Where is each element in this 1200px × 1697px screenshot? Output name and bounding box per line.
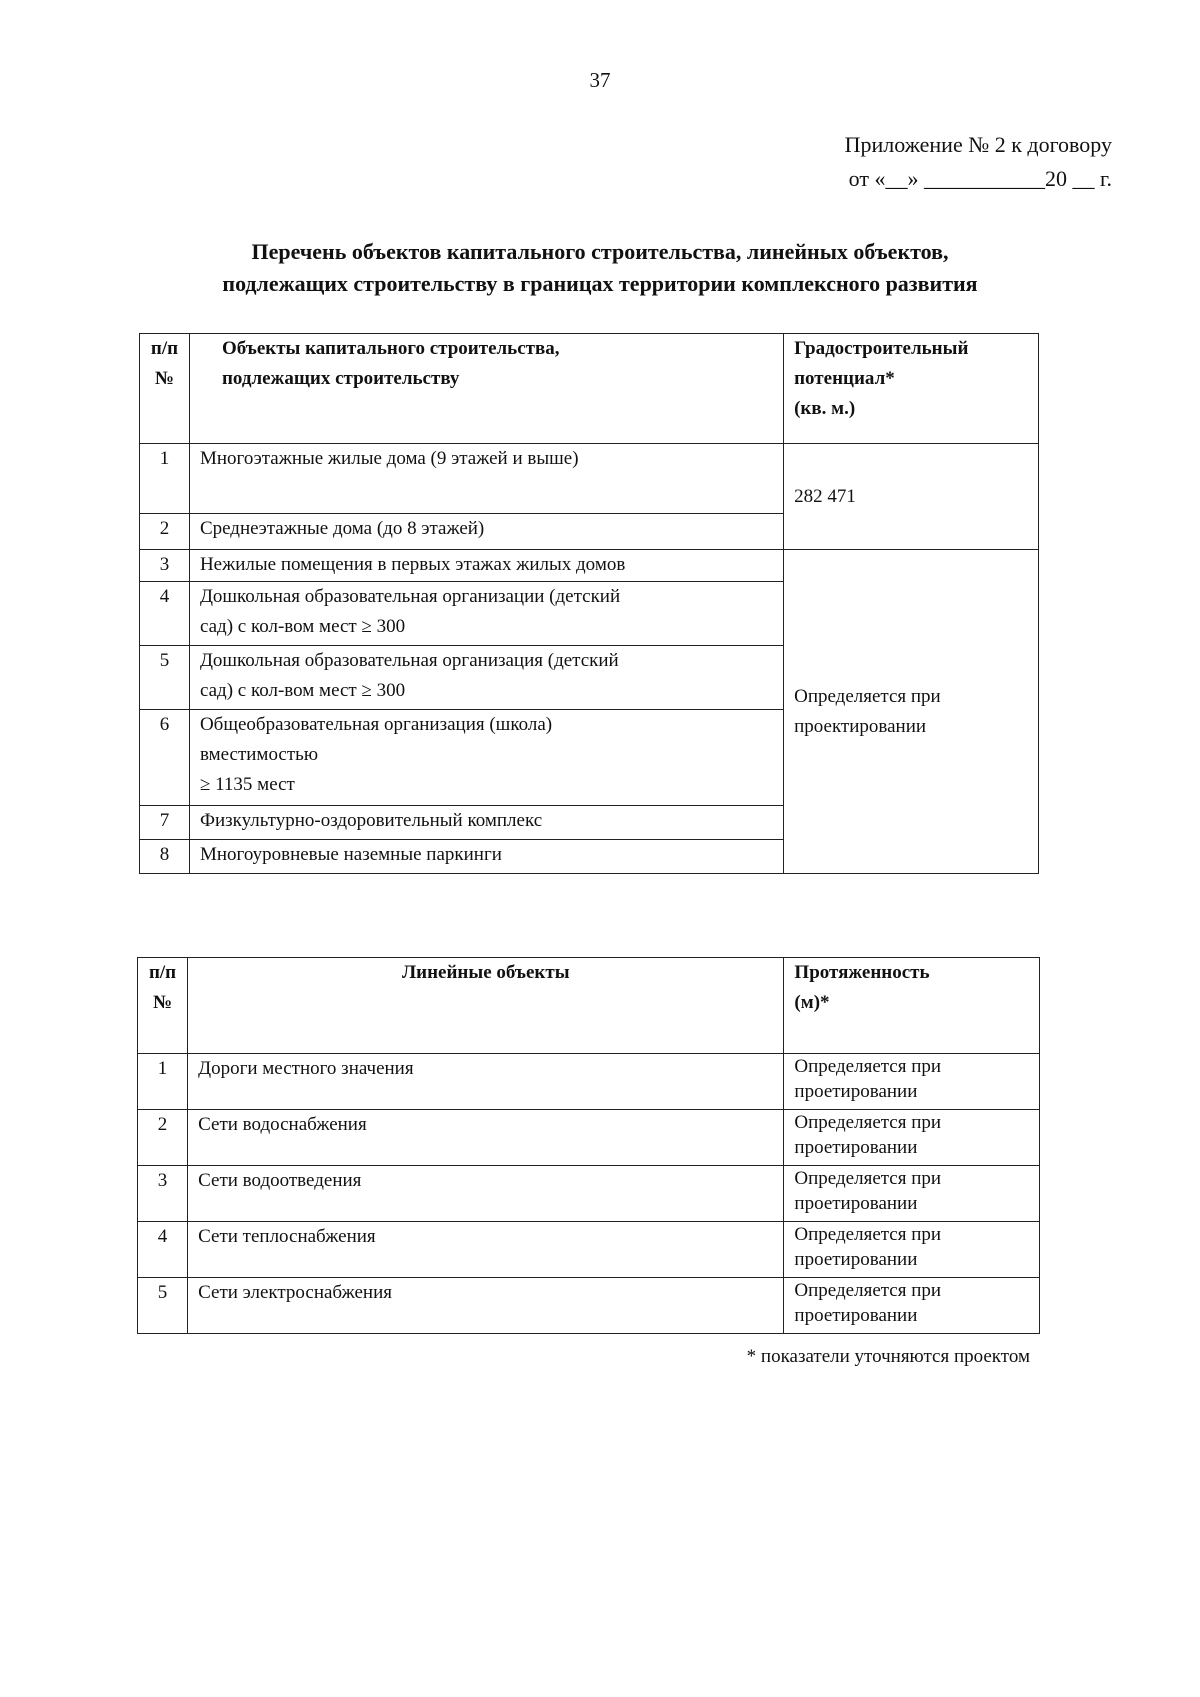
row-number: 4 bbox=[138, 1222, 188, 1278]
row-object-name bbox=[189, 710, 783, 806]
row-object-name: Физкультурно-оздоровительный комплекс bbox=[189, 806, 783, 840]
row-number: 3 bbox=[138, 1166, 188, 1222]
row-length bbox=[784, 1222, 1040, 1278]
row-number: 1 bbox=[138, 1054, 188, 1110]
header-text: № bbox=[154, 368, 175, 389]
row-object-name: Сети электроснабжения bbox=[188, 1278, 784, 1334]
row-object-name: Нежилые помещения в первых этажах жилых домов bbox=[189, 550, 783, 582]
length-text: Определяется при bbox=[794, 1168, 942, 1189]
page-number: 37 bbox=[589, 68, 611, 92]
capital-construction-table bbox=[139, 333, 1039, 874]
object-name-line: Дошкольная образовательная организация (детский bbox=[199, 650, 619, 671]
appendix-line-1: Приложение № 2 к договору bbox=[844, 132, 1112, 157]
row-number: 4 bbox=[140, 582, 190, 646]
row-length bbox=[784, 1110, 1040, 1166]
table-row bbox=[140, 550, 1039, 582]
header-text: Протяженность bbox=[794, 962, 930, 983]
header-text: № bbox=[153, 992, 173, 1013]
appendix-line-2: от «__» ___________20 __ г. bbox=[848, 166, 1112, 191]
object-name-line: ≥ 1135 мест bbox=[199, 774, 295, 795]
length-text: проетировании bbox=[794, 1193, 918, 1214]
length-text: проетировании bbox=[794, 1305, 918, 1326]
header-text: п/п bbox=[150, 338, 179, 359]
appendix-reference bbox=[845, 128, 1112, 196]
object-name-line: Дошкольная образовательная организации (детский bbox=[199, 586, 621, 607]
row-length bbox=[784, 1166, 1040, 1222]
object-name-line: Общеобразовательная организация (школа) bbox=[199, 714, 553, 735]
table-row bbox=[138, 1166, 1040, 1222]
row-number: 6 bbox=[140, 710, 190, 806]
row-number: 8 bbox=[140, 840, 190, 874]
row-object-name: Сети теплоснабжения bbox=[188, 1222, 784, 1278]
row-number: 2 bbox=[140, 514, 190, 550]
row-object-name: Многоэтажные жилые дома (9 этажей и выше) bbox=[189, 444, 783, 514]
header-length bbox=[784, 958, 1040, 1054]
table-row bbox=[138, 1110, 1040, 1166]
header-text: Объекты капитального строительства, bbox=[221, 338, 560, 359]
length-text: Определяется при bbox=[794, 1112, 942, 1133]
row-object-name: Среднеэтажные дома (до 8 этажей) bbox=[189, 514, 783, 550]
header-linear-objects: Линейные объекты bbox=[188, 958, 784, 1054]
title-line-1: Перечень объектов капитального строительства, линейных объектов, bbox=[251, 239, 949, 264]
row-object-name bbox=[189, 582, 783, 646]
header-text: (кв. м.) bbox=[794, 398, 856, 419]
row-number: 5 bbox=[138, 1278, 188, 1334]
table-row bbox=[138, 1054, 1040, 1110]
object-name-line: сад) с кол-вом мест ≥ 300 bbox=[199, 680, 406, 701]
row-number: 5 bbox=[140, 646, 190, 710]
potential-value: 282 471 bbox=[784, 444, 1039, 550]
row-object-name: Многоуровневые наземные паркинги bbox=[189, 840, 783, 874]
header-text: (м)* bbox=[794, 992, 830, 1013]
object-name-line: сад) с кол-вом мест ≥ 300 bbox=[199, 616, 406, 637]
row-number: 1 bbox=[140, 444, 190, 514]
table-row bbox=[140, 444, 1039, 514]
length-text: проетировании bbox=[794, 1137, 918, 1158]
row-object-name: Сети водоснабжения bbox=[188, 1110, 784, 1166]
linear-objects-table bbox=[137, 957, 1040, 1334]
header-potential bbox=[784, 334, 1039, 444]
header-text: потенциал* bbox=[794, 368, 895, 389]
document-title bbox=[100, 236, 1100, 300]
header-text: Градостроительный bbox=[794, 338, 969, 359]
row-length bbox=[784, 1054, 1040, 1110]
row-length bbox=[784, 1278, 1040, 1334]
length-text: Определяется при bbox=[794, 1280, 942, 1301]
footnote: * показатели уточняются проектом bbox=[746, 1346, 1030, 1367]
potential-determined-later bbox=[784, 550, 1039, 874]
length-text: проетировании bbox=[794, 1081, 918, 1102]
table-row bbox=[138, 1222, 1040, 1278]
title-line-2: подлежащих строительству в границах территории комплексного развития bbox=[222, 271, 978, 296]
row-object-name: Сети водоотведения bbox=[188, 1166, 784, 1222]
potential-text: проектировании bbox=[794, 715, 927, 737]
header-objects bbox=[189, 334, 783, 444]
potential-text: Определяется при bbox=[794, 685, 941, 707]
table-row bbox=[138, 1278, 1040, 1334]
table-header-row bbox=[140, 334, 1039, 444]
row-number: 7 bbox=[140, 806, 190, 840]
row-number: 3 bbox=[140, 550, 190, 582]
header-number bbox=[138, 958, 188, 1054]
row-number: 2 bbox=[138, 1110, 188, 1166]
object-name-line: вместимостью bbox=[199, 744, 319, 765]
row-object-name: Дороги местного значения bbox=[188, 1054, 784, 1110]
length-text: Определяется при bbox=[794, 1056, 942, 1077]
length-text: проетировании bbox=[794, 1249, 918, 1270]
header-text: п/п bbox=[148, 962, 177, 983]
row-object-name bbox=[189, 646, 783, 710]
header-text: подлежащих строительству bbox=[221, 368, 460, 389]
length-text: Определяется при bbox=[794, 1224, 942, 1245]
header-number bbox=[140, 334, 190, 444]
table-header-row bbox=[138, 958, 1040, 1054]
